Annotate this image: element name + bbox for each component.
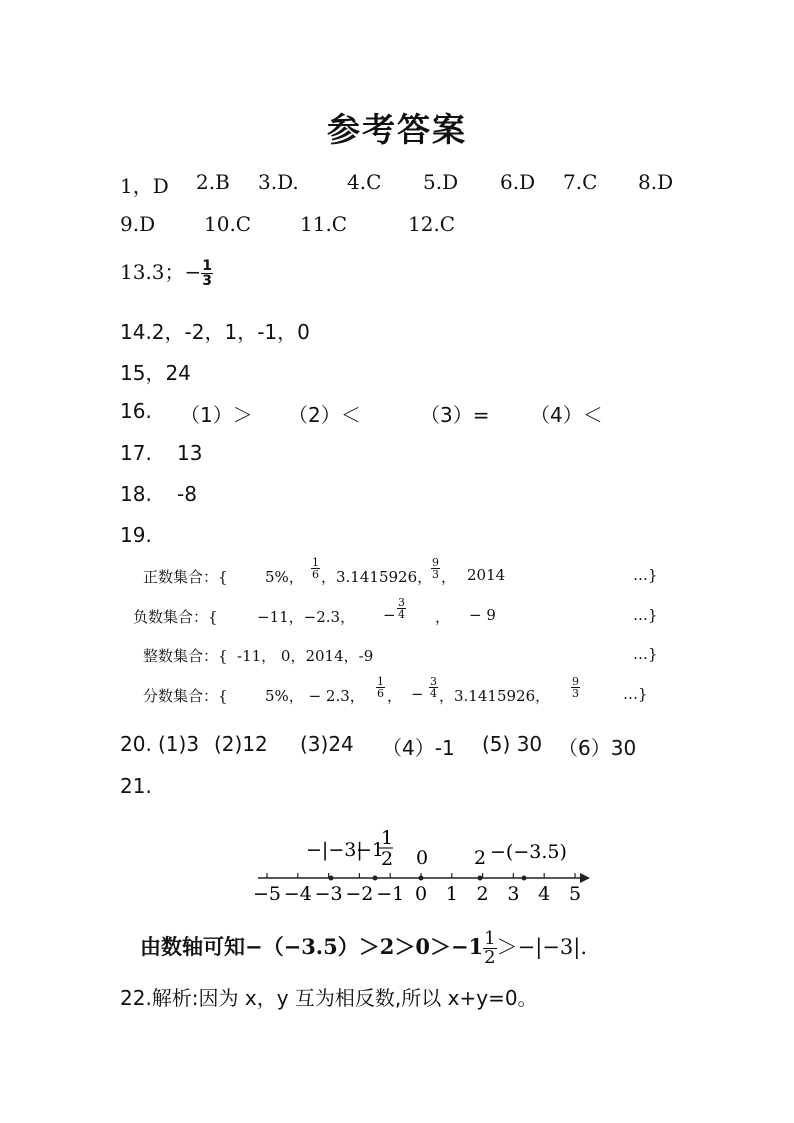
- tick-label: −3: [314, 883, 343, 905]
- tick-label: 3: [507, 883, 520, 905]
- fraction-numerator: 9: [572, 675, 579, 688]
- page-title: 参考答案: [327, 110, 467, 149]
- answer-13-prefix: 13.3；: [120, 260, 185, 284]
- set-label: 整数集合：{: [143, 647, 228, 665]
- tick-label: 0: [414, 883, 428, 905]
- point-neg-neg-3-5: [522, 876, 527, 881]
- label-mixed-den: 2: [381, 848, 394, 870]
- conclusion-fraction: [483, 930, 496, 967]
- answer-17-num: 17.: [120, 441, 152, 465]
- answer-16-a: （1）＞: [180, 403, 253, 427]
- fraction-denominator: 3: [432, 568, 439, 581]
- set-integer: [143, 645, 663, 671]
- tick-label: 1: [445, 883, 458, 905]
- label-neg-neg-3-5: −(−3.5): [490, 841, 567, 863]
- answer-11: 11.C: [300, 212, 348, 236]
- label-neg-1-whole: −1: [356, 839, 385, 861]
- answer-14: 14.2，-2，1，-1，0: [120, 320, 310, 344]
- label-two: 2: [474, 847, 487, 869]
- fraction-denominator: 3: [572, 687, 579, 700]
- answer-19-num: 19.: [120, 523, 152, 547]
- set-item: − 9: [469, 606, 496, 624]
- set-item: ，3.1415926，: [439, 687, 551, 705]
- set-sign: −: [411, 685, 424, 703]
- answer-20-f: （6）30: [558, 736, 637, 760]
- set-end: …}: [633, 645, 658, 663]
- answer-6: 6.D: [500, 170, 536, 194]
- point-neg-abs-3: [329, 876, 334, 881]
- tick-label: 5: [568, 883, 582, 905]
- fraction-numerator: 9: [432, 556, 439, 569]
- set-item: 5%， − 2.3，: [265, 687, 365, 705]
- set-end: …}: [623, 685, 648, 703]
- answer-18-num: 18.: [120, 482, 152, 506]
- set-fraction: [376, 676, 385, 699]
- conclusion-text: 由数轴可知−（−3.5）＞2＞0＞−1: [140, 934, 484, 959]
- point-zero: [419, 876, 424, 881]
- point-neg-1-half: [373, 876, 378, 881]
- answer-18-value: -8: [177, 482, 197, 506]
- set-item: ，: [387, 687, 403, 705]
- tick-label: −4: [283, 883, 312, 905]
- set-end: …}: [633, 566, 658, 584]
- set-fraction: [397, 597, 406, 620]
- tick-label: 2: [476, 883, 489, 905]
- answer-20-e: (5) 30: [482, 732, 543, 756]
- fraction-numerator: 1: [484, 928, 496, 949]
- answer-4: 4.C: [347, 170, 382, 194]
- set-fraction: [311, 557, 320, 580]
- answer-10: 10.C: [204, 212, 252, 236]
- set-end: …}: [633, 606, 658, 624]
- fraction-numerator: 1: [312, 556, 319, 569]
- set-sign: −: [383, 606, 396, 624]
- fraction-denominator: 4: [430, 687, 437, 700]
- answer-20-b: (2)12: [214, 732, 268, 756]
- answer-20-a: (1)3: [158, 732, 200, 756]
- label-zero: 0: [416, 847, 429, 869]
- fraction-denominator: 6: [377, 687, 384, 700]
- answer-13-sign: −: [184, 260, 202, 284]
- set-item: 2014: [467, 566, 506, 584]
- answer-12: 12.C: [408, 212, 456, 236]
- fraction-numerator: 3: [398, 596, 405, 609]
- label-neg-abs-3: −|−3|: [306, 839, 363, 861]
- number-line: [240, 820, 600, 920]
- answer-13: [120, 256, 213, 288]
- fraction-denominator: 3: [202, 273, 213, 289]
- fraction-denominator: 2: [484, 947, 496, 968]
- answer-16-c: （3）=: [420, 403, 490, 427]
- set-label: 分数集合：{: [143, 687, 228, 705]
- answer-16-num: 16.: [120, 399, 152, 423]
- answer-8: 8.D: [638, 170, 674, 194]
- set-item: −11，−2.3，: [257, 608, 356, 626]
- fraction-numerator: 1: [377, 675, 384, 688]
- fraction-numerator: 3: [430, 675, 437, 688]
- answer-22: 22.解析:因为 x，y 互为相反数,所以 x+y=0。: [120, 986, 538, 1010]
- set-fraction-set: [143, 675, 683, 715]
- number-line-arrow: [580, 873, 590, 883]
- set-fraction: [431, 557, 440, 580]
- set-positive: [143, 556, 683, 596]
- set-fraction: [571, 676, 580, 699]
- number-line-tick-labels: [253, 883, 581, 905]
- set-fraction: [429, 676, 438, 699]
- point-two: [478, 876, 483, 881]
- tick-label: −1: [376, 883, 405, 905]
- answer-15: 15，24: [120, 361, 191, 385]
- answer-16-b: （2）＜: [288, 403, 361, 427]
- answer-16-d: （4）＜: [530, 403, 603, 427]
- tick-label: 4: [538, 883, 551, 905]
- answer-9: 9.D: [120, 212, 156, 236]
- set-label: 正数集合：{: [143, 568, 228, 586]
- answer-3: 3.D.: [258, 170, 299, 194]
- tick-label: −5: [252, 883, 282, 905]
- set-item: 5%，: [265, 568, 304, 586]
- answer-2: 2.B: [196, 170, 230, 194]
- answer-20-c: (3)24: [300, 732, 354, 756]
- answer-20-num: 20.: [120, 732, 152, 756]
- set-negative: [133, 596, 673, 636]
- answer-17-value: 13: [177, 441, 203, 465]
- conclusion-tail: ＞−|−3|.: [496, 935, 588, 959]
- set-label: 负数集合：{: [133, 608, 218, 626]
- answer-1: 1，D: [120, 174, 169, 198]
- tick-label: −2: [345, 883, 374, 905]
- set-item: ，3.1415926，: [321, 568, 433, 586]
- label-mixed-num: 1: [381, 827, 394, 849]
- answer-5: 5.D: [423, 170, 459, 194]
- conclusion: [140, 930, 587, 967]
- answer-20-d: （4）-1: [382, 736, 455, 760]
- fraction-denominator: 4: [398, 608, 405, 621]
- fraction-numerator: 1: [202, 258, 213, 274]
- set-item: ，: [435, 608, 451, 626]
- set-item: ，: [441, 568, 457, 586]
- answer-13-fraction: [201, 259, 213, 288]
- set-item: -11， 0，2014，-9: [237, 647, 374, 665]
- answer-7: 7.C: [563, 170, 598, 194]
- answer-21-num: 21.: [120, 774, 152, 798]
- fraction-denominator: 6: [312, 568, 319, 581]
